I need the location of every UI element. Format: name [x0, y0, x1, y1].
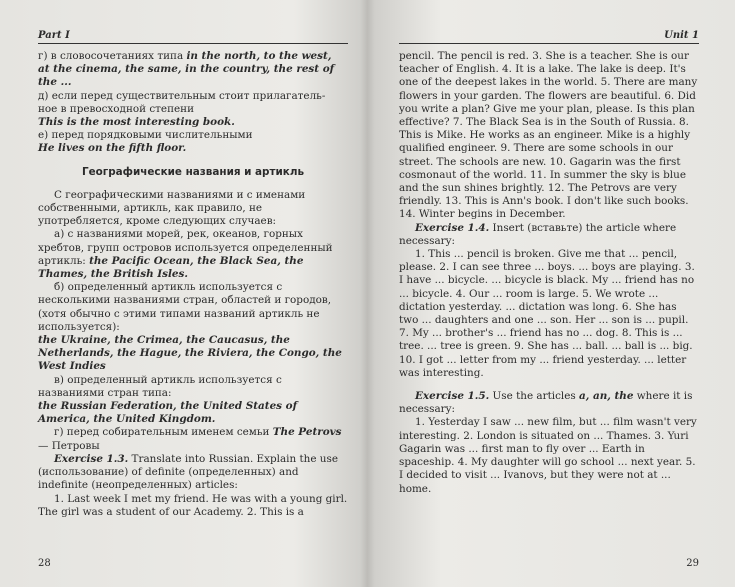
exercise-1-4-instruction: Insert (вставьте) the article where necessary:	[399, 221, 677, 247]
geo-rule-c-example: the Russian Federation, the United States of America, the United Kingdom.	[38, 400, 298, 426]
geo-rule-a	[38, 228, 348, 281]
left-page	[0, 0, 366, 587]
geo-rule-c: в) определенный артикль используется с названиями стран типа:	[38, 373, 282, 399]
geo-rule-d-translation: — Петровы	[38, 439, 100, 452]
geo-rule-d-example: The Petrovs	[272, 426, 342, 439]
example-superlative: This is the most interesting book.	[38, 116, 235, 129]
exercise-1-3-instruction: Translate into Russian. Explain the use (использование) of definite (определенных) and indefinite (неопределенных) articles:	[38, 452, 338, 492]
right-running-header: Unit 1	[399, 30, 699, 44]
rule-d-line1: д) если перед существительным стоит прилагатель-	[38, 89, 326, 102]
right-text	[399, 50, 699, 496]
rule-e: е) перед порядковыми числительными	[38, 129, 253, 142]
exercise-1-4-label: Exercise 1.4.	[415, 221, 490, 234]
rule-g-text: г) в словосочетаниях типа	[38, 50, 187, 62]
rule-g	[38, 50, 348, 63]
section-heading: Географические названия и артикль	[81, 165, 305, 178]
right-page	[369, 0, 735, 587]
geo-rule-a-example: the Pacific Ocean, the Black Sea, the Thames, the British Isles.	[38, 254, 304, 281]
left-page-number: 28	[38, 558, 51, 569]
right-page-number: 29	[686, 558, 699, 569]
left-running-header: Part I	[38, 30, 348, 44]
rule-g-example-cont: at the cinema, the same, in the country, the rest of the ...	[38, 63, 335, 89]
exercise-1-5-articles: a, an, the	[579, 390, 634, 403]
geo-rule-a-text: а) с названиями морей, рек, океанов, горных хребтов, групп островов используется определенный артикль:	[38, 228, 333, 267]
exercise-1-3	[38, 453, 348, 493]
exercise-1-5-instruction-2: where it is necessary:	[399, 390, 693, 416]
exercise-1-3-label: Exercise 1.3.	[54, 452, 129, 465]
geo-rule-d	[38, 426, 348, 452]
exercise-1-3-body: 1. Last week I met my friend. He was with a young girl. The girl was a student of our Academy. 2. This is a	[38, 492, 348, 518]
exercise-1-4	[399, 222, 699, 248]
exercise-1-5-body: 1. Yesterday I saw ... new film, but ... film wasn't very interesting. 2. London is situated on ... Thames. 3. Yuri Gagarin was ... first man to fly over ... Earth in spaceship. 4. My daughter will go school ... next year. 5. I decided to visit ... Ivanovs, but they were not at ... home.	[399, 416, 697, 495]
rule-d-line2: ное в превосходной степени	[38, 102, 195, 115]
example-ordinal: He lives on the fifth floor.	[38, 142, 187, 155]
exercise-1-3-continuation: pencil. The pencil is red. 3. She is a teacher. She is our teacher of English. 4. It is a lake. The lake is deep. It's one of the deepest lakes in the world. 5. There are many flowers in your garden. The flowers are beautiful. 6. Did you write a plan? Give me your plan, please. Is this plan effective? 7. The Black Sea is in the South of Russia. 8. This is Mike. He works as an engineer. Mike is a highly qualified engineer. 9. There are some schools in our street. The schools are new. 10. Gagarin was the first cosmonaut of the world. 11. In summer the sky is blue and the sun shines brightly. 12. The Petrovs are very friendly. 13. This is Ann's book. I don't like such books. 14. Winter begins in December.	[399, 50, 698, 221]
geo-rule-b-example: the Ukraine, the Crimea, the Caucasus, the Netherlands, the Hague, the Riviera, the Congo, the West Indies	[38, 334, 342, 373]
exercise-1-5	[399, 390, 699, 416]
geo-rule-b: б) определенный артикль используется с несколькими названиями стран, областей и городов, (хотя обычно с этими типами названий артикль не используется):	[38, 281, 332, 333]
left-text	[38, 50, 348, 519]
rule-g-example: in the north, to the west,	[186, 50, 332, 62]
geo-rule-d-text: г) перед собирательным именем семьи	[54, 426, 273, 439]
exercise-1-4-body: 1. This ... pencil is broken. Give me that ... pencil, please. 2. I can see three ... boys. ... boys are playing. 3. I have ... bicycle. ... bicycle is black. My ... friend has no ... bicycle. 4. Our ... room is large. 5. We wrote ... dictation yesterday. ... dictation was long. 6. She has two ... daughters and one ... son. Her ... son is ... pupil. 7. My ... brother's ... friend has no ... dog. 8. This is ... tree. ... tree is green. 9. She has ... ball. ... ball is ... big. 10. I got ... letter from my ... friend yesterday. ... letter was interesting.	[399, 248, 695, 379]
geo-intro: С географическими названиями и с именами собственными, артикль, как правило, не употребляется, кроме следующих случаев:	[38, 188, 306, 228]
exercise-1-5-instruction-1: Use the articles	[489, 390, 580, 403]
exercise-1-5-label: Exercise 1.5.	[415, 390, 490, 403]
